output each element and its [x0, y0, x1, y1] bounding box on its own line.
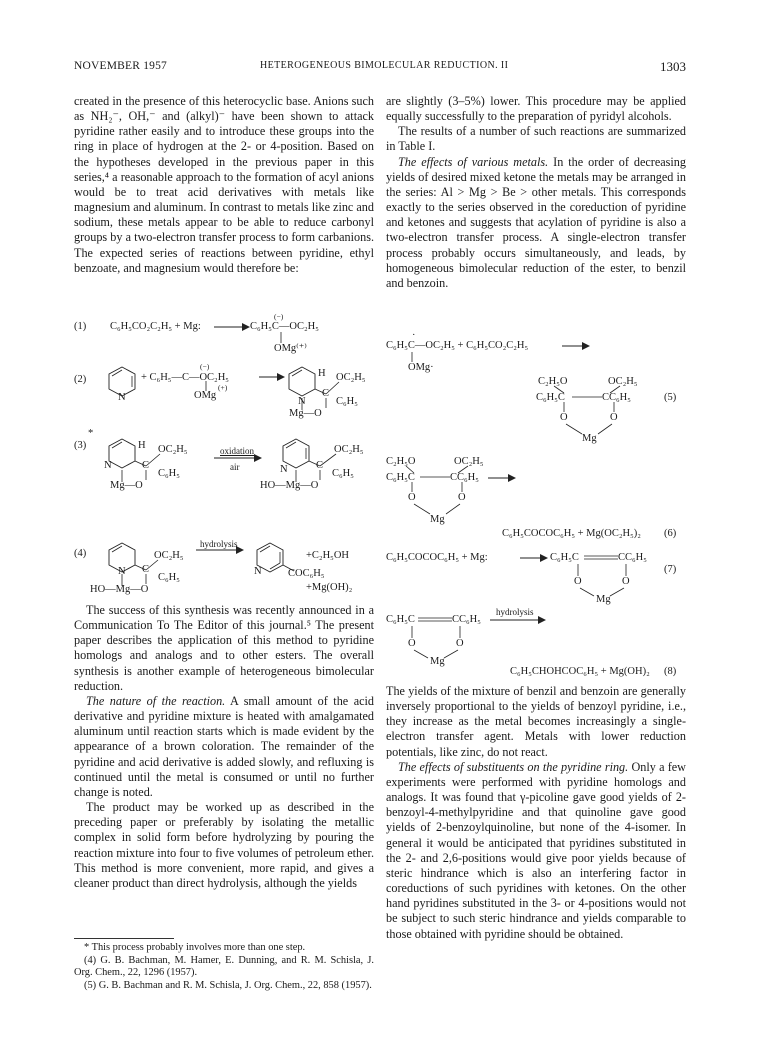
equation-5: · C₆H₅C—OC₂H₅ + C₆H₅CO₂C₂H₅ OMg· C₂H₅O OC₂H₅ C₆H₅C CC₆H₅ O O Mg (5): [386, 330, 677, 444]
equation-4: (4) N OC₂H₅ C C₆H₅ HO—Mg—O hydrolysis N COC₆H₅ +C₂H₅OH +Mg(OH)₂: [74, 539, 353, 595]
footnote-star: * This process probably involves more than one step.: [84, 942, 306, 953]
paragraph: The effects of various metals. In the order of decreasing yields of desired mixed ketone the metals may be arranged in the series: Al > Mg > Be > other metals. This corresponds exactly to the series observed in the coreduction of pyridine and ketones and suggests that acylation of pyridine is also a two-electron transfer process. A single-electron transfer process probably occurs simultaneously, and leads, by homogeneous bimolecular reduction of the ester, to benzil and benzoin.: [386, 154, 686, 290]
paragraph: The success of this synthesis was recently announced in a Communication To The Editor of this journal.⁵ The present paper describes the application of this method to pyridine homologs and analogs and to other esters. The overall synthesis is another example of heterogeneous bimolecular reduction.: [74, 603, 374, 693]
paragraph: The nature of the reaction. A small amount of the acid derivative and pyridine mixture is heated with amalgamated aluminum until reaction starts which is made evident by the appearance of a brown coloration. The remainder of the pyridine and acid derivative is added slowly, and refluxing is continued until the metal is consumed or until no further change is noted.: [74, 693, 374, 799]
left-column-bottom: [74, 603, 374, 891]
page-number: 1303: [660, 59, 686, 74]
right-column-top: [386, 94, 686, 291]
header-title: HETEROGENEOUS BIMOLECULAR REDUCTION. II: [260, 60, 509, 71]
footnote-5: (5) G. B. Bachman and R. M. Schisla, J. Org. Chem., 22, 858 (1957).: [84, 979, 372, 991]
footnote-4: (4) G. B. Bachman, M. Hamer, E. Dunning, and R. M. Schisla, J. Org. Chem., 22, 1296 (1957).: [74, 954, 374, 979]
running-header: [74, 60, 686, 76]
paragraph: The results of a number of such reactions are summarized in Table I.: [386, 124, 686, 154]
paragraph: are slightly (3–5%) lower. This procedure may be applied equally successfully to the preparation of pyridyl alcohols.: [386, 94, 686, 124]
equation-6: C₂H₅O OC₂H₅ C₆H₅C CC₆H₅ O O Mg C₆H₅COCOC₆H₅ + Mg(OC₂H₅)₂ (6): [386, 456, 677, 539]
equation-7: C₆H₅COCOC₆H₅ + Mg: C₆H₅C CC₆H₅ O O Mg (7): [386, 552, 677, 605]
equation-1: (1) C₆H₅CO₂C₂H₅ + Mg: (−) C₆H₅C—OC₂H₅ OMg⁽⁺⁾: [74, 312, 319, 354]
equation-3: (3) * N H OC₂H₅ C C₆H₅ Mg—O oxidation air N OC₂H₅ C C₆H₅ HO—Mg—O: [74, 428, 364, 491]
paragraph: created in the presence of this heterocyclic base. Anions such as NH₂⁻, OH,⁻ and (alkyl)⁻ have been shown to attack pyridine rather easily and to introduce these groups into the ring in place of hydrogen at the 2- or 4-position. Based on the hypotheses developed in the previous paper in this series,⁴ a reasonable approach to the formation of acyl anions would be to treat acid derivatives with metals like magnesium and aluminum. In contrast to metals like zinc and sodium, these metals appear to be able to reduce carbonyl groups by a two-electron transfer process to form carbanions. The expected series of reactions between pyridine, ethyl benzoate, and magnesium would therefore be:: [74, 94, 374, 275]
section-title: The effects of substituents on the pyridine ring.: [398, 759, 629, 774]
equation-8: C₆H₅C CC₆H₅ O O Mg hydrolysis C₆H₅CHOHCOC₆H₅ + Mg(OH)₂ (8): [386, 607, 677, 677]
equation-2: (2) N + C₆H₅—C—OC₂H₅ (−) (+) OMg H OC₂H₅ C C₆H₅ N Mg—O: [74, 362, 366, 419]
paragraph: The effects of substituents on the pyridine ring. Only a few experiments were performed with pyridine homologs and analogs. It was found that γ-picoline gave good yields of 2-benzoyl-4-methylpyridine and that quinoline gave good yields of 2-benzoylquinoline, but none of the 4-isomer. In general it would be anticipated that pyridines substituted in the 2- and 2,6-positions would give poor yields because of steric hindrance which is also an interfering factor in coreductions of such pyridines with ketones. On the other hand pyridines substituted in the 3- or 4-positions would not be subject to such steric hindrance and yields comparable to those obtained with pyridine should be obtained.: [386, 759, 686, 941]
left-column-top: [74, 94, 374, 276]
paragraph: The product may be worked up as described in the preceding paper or preferably by isolating the metallic complex in solid form before hydrolyzing by pouring the reaction mixture into four to five volumes of petroleum ether. This method is more convenient, more rapid, and gives a cleaner product than direct hydrolysis, although the yields: [74, 800, 374, 890]
footnote-rule: [74, 938, 174, 939]
right-column-bottom: [386, 684, 686, 942]
section-title: The effects of various metals.: [398, 154, 549, 169]
header-date: NOVEMBER 1957: [74, 60, 168, 72]
section-title: The nature of the reaction.: [86, 693, 226, 708]
footnotes: [74, 938, 374, 992]
paragraph: The yields of the mixture of benzil and benzoin are generally inversely proportional to the yields of benzoyl pyridine, i.e., they increase as the metal becomes increasingly a single-electron transfer agent. Metals with lower reduction potentials, like zinc, do not react.: [386, 684, 686, 759]
